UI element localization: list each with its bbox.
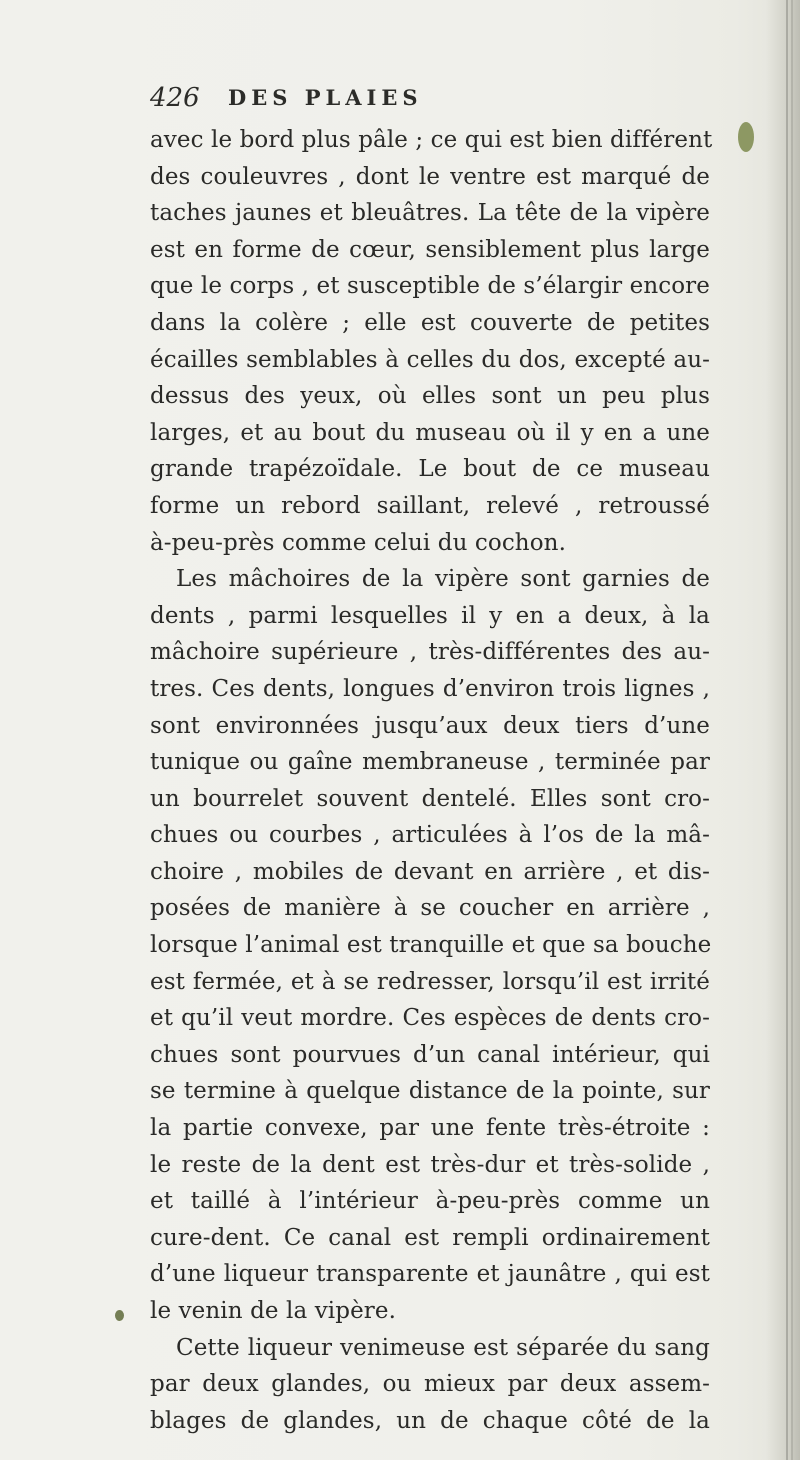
text-line: sont environnées jusqu’aux deux tiers d’une xyxy=(150,712,710,739)
text-line: et qu’il veut mordre. Ces espèces de dents cro- xyxy=(150,1005,710,1032)
ink-dot-mark xyxy=(115,1310,124,1321)
text-line: dessus des yeux, où elles sont un peu plus xyxy=(150,383,710,410)
text-line: le reste de la dent est très-dur et très-solide , xyxy=(150,1151,710,1178)
paragraph-start-line: Les mâchoires de la vipère sont garnies de xyxy=(176,566,710,593)
text-line: grande trapézoïdale. Le bout de ce museau xyxy=(150,456,710,483)
text-line: posées de manière à se coucher en arrière , xyxy=(150,895,710,922)
text-line: par deux glandes, ou mieux par deux assem- xyxy=(150,1371,710,1398)
text-line: est en forme de cœur, sensiblement plus large xyxy=(150,236,710,263)
text-line: taches jaunes et bleuâtres. La tête de la vipère xyxy=(150,200,710,227)
text-line: écailles semblables à celles du dos, excepté au- xyxy=(150,346,710,373)
text-line: que le corps , et susceptible de s’élargir encore xyxy=(150,273,710,300)
text-line: dans la colère ; elle est couverte de petites xyxy=(150,309,710,336)
text-line: avec le bord plus pâle ; ce qui est bien différent xyxy=(150,127,713,153)
text-line: larges, et au bout du museau où il y en a une xyxy=(150,419,710,446)
paragraph-start-line: Cette liqueur venimeuse est séparée du sang xyxy=(176,1334,710,1361)
text-line: est fermée, et à se redresser, lorsqu’il est irrité xyxy=(150,968,710,995)
text-line: tunique ou gaîne membraneuse , terminée par xyxy=(150,749,710,776)
text-line: choire , mobiles de devant en arrière , et dis- xyxy=(150,858,710,885)
page-number: 426 xyxy=(150,83,200,113)
text-line: dents , parmi lesquelles il y en a deux, à la xyxy=(150,602,710,629)
text-line: cure-dent. Ce canal est rempli ordinairement xyxy=(150,1224,710,1251)
text-line: à-peu-près comme celui du cochon. xyxy=(150,529,566,556)
page-edge-line xyxy=(786,0,788,1460)
body-text xyxy=(150,122,713,1439)
running-head: DES PLAIES xyxy=(228,85,423,110)
text-line: mâchoire supérieure , très-différentes des au- xyxy=(150,639,710,666)
text-line: lorsque l’animal est tranquille et que sa bouche xyxy=(150,932,712,959)
text-line: chues ou courbes , articulées à l’os de la mâ- xyxy=(150,822,710,849)
page-header xyxy=(150,78,750,118)
text-line: blages de glandes, un de chaque côté de la xyxy=(150,1407,710,1434)
text-line: un bourrelet souvent dentelé. Elles sont cro- xyxy=(150,785,710,812)
text-line: et taillé à l’intérieur à-peu-près comme un xyxy=(150,1188,710,1215)
page-binding-edge xyxy=(766,0,800,1460)
text-line: chues sont pourvues d’un canal intérieur, qui xyxy=(150,1041,710,1068)
text-line: forme un rebord saillant, relevé , retroussé xyxy=(150,492,710,519)
text-line: des couleuvres , dont le ventre est marqué de xyxy=(150,163,710,190)
text-line: tres. Ces dents, longues d’environ trois lignes , xyxy=(150,675,710,702)
green-stain-mark xyxy=(738,122,754,152)
text-line: la partie convexe, par une fente très-étroite : xyxy=(150,1115,710,1142)
page-edge-line xyxy=(791,0,793,1460)
text-line: d’une liqueur transparente et jaunâtre , qui est xyxy=(150,1261,710,1288)
text-line: se termine à quelque distance de la pointe, sur xyxy=(150,1078,710,1105)
text-line: le venin de la vipère. xyxy=(150,1298,397,1324)
